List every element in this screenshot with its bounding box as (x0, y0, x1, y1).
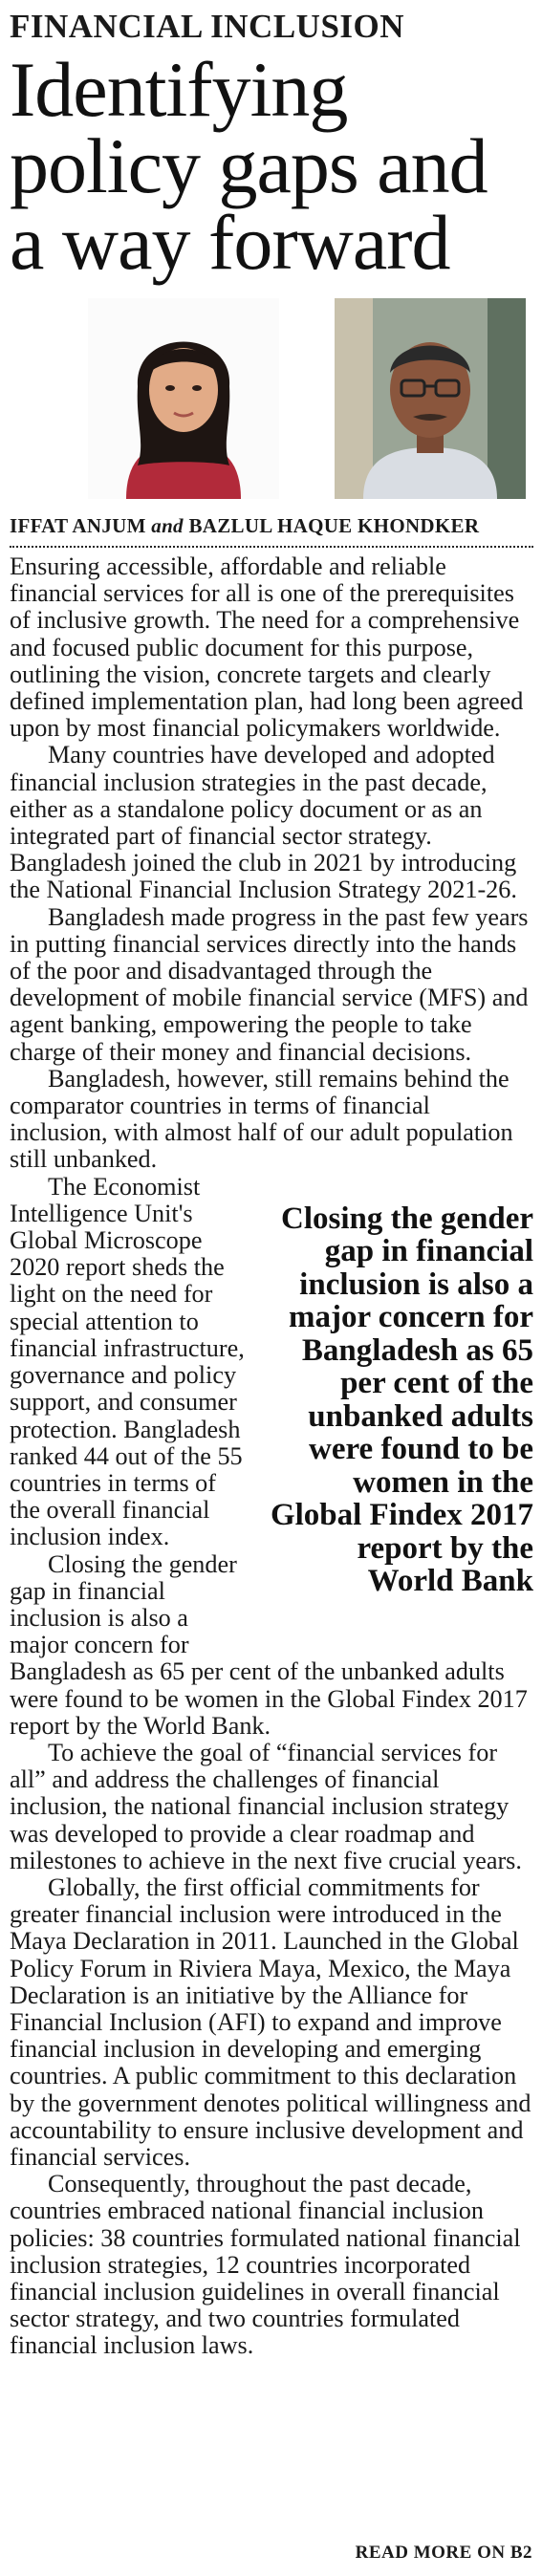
byline-divider (10, 546, 533, 548)
headline-line-2: policy gaps and (10, 122, 488, 209)
paragraph: Bangladesh, however, still remains behind the comparator countries in terms of financial inclusion, with almost half of our adult population still unbanked. (10, 1064, 513, 1174)
headline-line-3: a way forward (10, 199, 450, 286)
byline (10, 514, 533, 538)
pull-quote: Closing the gender gap in financial inclusion is also a major concern for Bangladesh as 65 per cent of the unbanked adults were found to be women in the Global Findex 2017 report by the World Bank (270, 1201, 533, 1599)
paragraph: The Economist Intelligence Unit's Global Microscope 2020 report sheds the light on the need for special attention to financial infrastructure, governance and policy support, and consumer protection. Bangladesh ranked 44 out of the 55 countries in terms of the overall financial inclusion index. (10, 1172, 245, 1551)
read-more-link[interactable]: READ MORE ON B2 (355, 2543, 532, 2563)
author-photos (10, 298, 533, 499)
author-photo-iffat-anjum (88, 298, 279, 499)
author-name: IFFAT ANJUM (10, 514, 146, 537)
paragraph: Many countries have developed and adopted financial inclusion strategies in the past decade, either as a standalone policy document or as an integrated part of financial sector strategy. Bangladesh joined the club in 2021 by introducing the National Financial Inclusion Strategy 2021-26. (10, 741, 517, 904)
author-name: BAZLUL HAQUE KHONDKER (188, 514, 480, 537)
article (10, 0, 533, 2360)
narrow-column (10, 1174, 245, 1659)
headline-line-1: Identifying (10, 46, 348, 133)
paragraph: Closing the gender gap in financial inclusion is also a major concern for (10, 1549, 237, 1659)
headline (10, 46, 533, 286)
pull-quote-section (10, 1174, 533, 1659)
paragraph: Ensuring accessible, affordable and reliable financial services for all is one of the prerequisites of inclusive growth. The need for a comprehensive and focused public document for this purpose, outlining the vision, concrete targets and clearly defined implementation plan, had long been agreed upon by most financial policymakers worldwide. (10, 552, 524, 743)
paragraph: Globally, the first official commitments for greater financial inclusion were introduced in the Maya Declaration in 2011. Launched in the Global Policy Forum in Riviera Maya, Mexico, the Maya Declaration is an initiative by the Alliance for Financial Inclusion (AFI) to expand and improve financial inclusion in developing and emerging countries. A public commitment to this declaration by the government denotes political willingness and accountability to ensure inclusive development and financial services. (10, 1872, 531, 2171)
byline-conjunction: and (151, 514, 184, 537)
article-body (10, 553, 533, 2360)
paragraph: Consequently, throughout the past decade, countries embraced national financial inclusion policies: 38 countries formulated national financial inclusion strategies, 12 countries incorporated financial inclusion guidelines in overall financial sector strategy, and two countries formulated financial inclusion laws. (10, 2170, 521, 2360)
author-photo-bazlul-haque-khondker (335, 298, 526, 499)
paragraph: Bangladesh as 65 per cent of the unbanked adults were found to be women in the Global Findex 2017 report by the World Bank. (10, 1657, 528, 1740)
paragraph: Bangladesh made progress in the past few years in putting financial services directly into the hands of the poor and disadvantaged through the development of mobile financial service (MFS) and agent banking, empowering the people to take charge of their money and financial decisions. (10, 902, 529, 1066)
paragraph: To achieve the goal of “financial services for all” and address the challenges of financial inclusion, the national financial inclusion strategy was developed to provide a clear roadmap and milestones to achieve in the next five crucial years. (10, 1738, 522, 1874)
section-label: FINANCIAL INCLUSION (10, 8, 405, 45)
